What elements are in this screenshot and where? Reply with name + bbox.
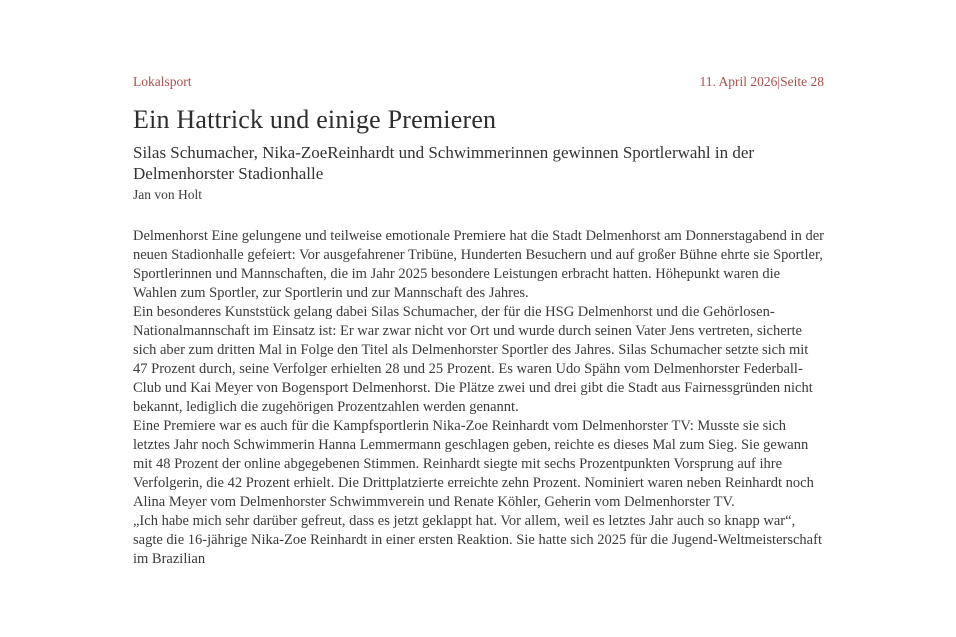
article-paragraph: Delmenhorst Eine gelungene und teilweise emotionale Premiere hat die Stadt Delmenhorst am Donnerstagabend in der neuen Stadionhalle gefeiert: Vor ausgefahrener Tribüne, Hunderten Besuchern und auf großer Bühne ehrte sie Sportler, Sportlerinnen und Mannschaften, die im Jahr 2025 besondere Leistungen erbracht hatten. Höhepunkt waren die Wahlen zum Sportler, zur Sportlerin und zur Mannschaft des Jahres. xyxy=(133,228,824,301)
article-paragraph: „Ich habe mich sehr darüber gefreut, dass es jetzt geklappt hat. Vor allem, weil es letztes Jahr auch so knapp war“, sagte die 16-jährige Nika-Zoe Reinhardt in einer ersten Reaktion. Sie hatte sich 2025 für die Jugend-Weltmeisterschaft im Brazilian xyxy=(133,513,822,567)
article-body xyxy=(133,227,824,569)
issue-date-page-number: 11. April 2026|Seite 28 xyxy=(699,74,824,89)
article-content xyxy=(133,0,824,569)
article-byline: Jan von Holt xyxy=(133,187,202,202)
article-paragraph: Ein besonderes Kunststück gelang dabei Silas Schumacher, der für die HSG Delmenhorst und die Gehörlosen-Nationalmannschaft im Einsatz ist: Er war zwar nicht vor Ort und wurde durch seinen Vater Jens vertreten, sicherte sich aber zum dritten Mal in Folge den Titel als Delmenhorster Sportler des Jahres. Silas Schumacher setzte sich mit 47 Prozent durch, seine Verfolger erhielten 28 und 25 Prozent. Es waren Udo Spähn vom Delmenhorster Federball-Club und Kai Meyer von Bogensport Delmenhorst. Die Plätze zwei und drei gibt die Stadt aus Fairnessgründen nicht bekannt, lediglich die zugehörigen Prozentzahlen werden genannt. xyxy=(133,304,813,415)
article-headline: Ein Hattrick und einige Premieren xyxy=(133,105,497,134)
article-subheadline: Silas Schumacher, Nika-ZoeReinhardt und Schwimmerinnen gewinnen Sportlerwahl in der Delmenhorster Stadionhalle xyxy=(133,143,755,183)
article-paragraph: Eine Premiere war es auch für die Kampfsportlerin Nika-Zoe Reinhardt vom Delmenhorster TV: Musste sie sich letztes Jahr noch Schwimmerin Hanna Lemmermann geschlagen geben, reichte es dieses Mal zum Sieg. Sie gewann mit 48 Prozent der online abgegebenen Stimmen. Reinhardt siegte mit sechs Prozentpunkten Vorsprung auf ihre Verfolgerin, die 42 Prozent erhielt. Die Drittplatzierte erreichte zehn Prozent. Nominiert waren neben Reinhardt noch Alina Meyer vom Delmenhorster Schwimmverein und Renate Köhler, Geherin vom Delmenhorster TV. xyxy=(133,418,814,510)
page-meta-row xyxy=(133,74,824,90)
section-label: Lokalsport xyxy=(133,74,192,89)
